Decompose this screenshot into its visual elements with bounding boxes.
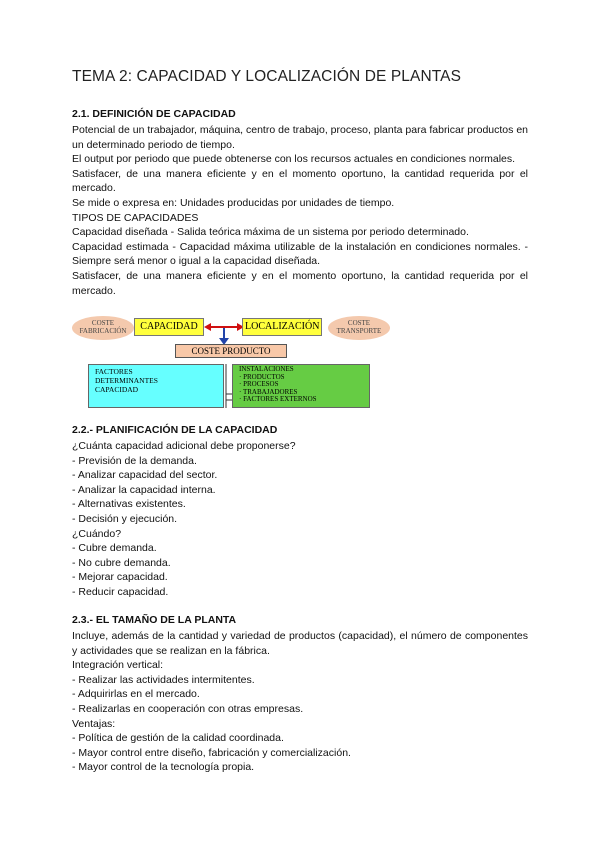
section-heading: 2.2.- PLANIFICACIÓN DE LA CAPACIDAD — [72, 424, 278, 436]
factor-item: · PROCESOS — [239, 380, 279, 389]
factor-item: · PRODUCTOS — [239, 372, 285, 381]
paragraph: El output por periodo que puede obtenerse con los recursos actuales en condiciones normales. — [72, 153, 516, 166]
list-item: - Realizar las actividades intermitentes. — [72, 673, 255, 686]
list-item: - Previsión de la demanda. — [72, 454, 197, 467]
list-item: - Decisión y ejecución. — [72, 512, 178, 525]
coste-fabricacion-oval — [72, 316, 134, 340]
list-item: Integración vertical: — [72, 659, 164, 672]
paragraph: Capacidad estimada - Capacidad máxima utilizable de la instalación en condiciones normales. - Siempre será menor o igual a la capacidad diseñada. — [72, 240, 528, 268]
arrows — [204, 316, 244, 346]
capacidad-box: CAPACIDAD — [134, 318, 204, 336]
coste-transporte-oval — [328, 316, 390, 340]
list-item: ¿Cuándo? — [72, 527, 122, 540]
list-item: - Cubre demanda. — [72, 542, 157, 555]
oval-label: FABRICACIÓN — [79, 326, 127, 335]
section-heading: 2.3.- EL TAMAÑO DE LA PLANTA — [72, 614, 237, 626]
list-item: - Mayor control entre diseño, fabricación y comercialización. — [72, 746, 351, 759]
paragraph: Satisfacer, de una manera eficiente y en el momento oportuno, la cantidad requerida por el mercado. — [72, 167, 528, 195]
list-item: - Mejorar capacidad. — [72, 571, 168, 584]
list-item: - Mayor control de la tecnología propia. — [72, 761, 255, 774]
factores-line: FACTORES — [95, 367, 133, 376]
section-capacity-planning — [72, 424, 528, 600]
factores-box — [88, 364, 224, 408]
list-item: - Analizar capacidad del sector. — [72, 469, 218, 482]
list-item: - Alternativas existentes. — [72, 498, 186, 511]
arrow-head-left — [204, 323, 211, 331]
factores-line: DETERMINANTES — [95, 376, 158, 385]
factor-item: INSTALACIONES — [239, 365, 294, 373]
section-heading: 2.1. DEFINICIÓN DE CAPACIDAD — [72, 108, 236, 120]
list-item: - Reducir capacidad. — [72, 585, 169, 598]
section-capacity-definition — [72, 108, 528, 298]
list-item: Ventajas: — [72, 717, 116, 730]
list-item: - Política de gestión de la calidad coordinada. — [72, 732, 284, 745]
paragraph: TIPOS DE CAPACIDADES — [72, 211, 199, 224]
factores-list-box — [232, 364, 370, 408]
oval-label: COSTE — [347, 319, 371, 327]
factores-line: CAPACIDAD — [95, 385, 139, 394]
list-item: - Realizarlas en cooperación con otras empresas. — [72, 702, 304, 715]
paragraph: Potencial de un trabajador, máquina, centro de trabajo, proceso, planta para fabricar productos en un determinado periodo de tiempo. — [72, 124, 528, 151]
coste-producto-box: COSTE PRODUCTO — [175, 344, 287, 358]
paragraph: Satisfacer, de una manera eficiente y en el momento oportuno, la cantidad requerida por el mercado. — [72, 269, 528, 297]
factor-item: · FACTORES EXTERNOS — [239, 395, 317, 404]
list-item: - Adquirirlas en el mercado. — [72, 688, 200, 701]
list-item: - No cubre demanda. — [72, 556, 171, 569]
paragraph: Capacidad diseñada - Salida teórica máxima de un sistema por periodo determinado. — [72, 226, 469, 239]
list-item: ¿Cuánta capacidad adicional debe proponerse? — [72, 440, 296, 452]
oval-label: COSTE — [91, 319, 115, 327]
list-item: - Analizar la capacidad interna. — [72, 483, 216, 496]
capacity-diagram — [72, 314, 402, 410]
oval-label: TRANSPORTE — [336, 326, 382, 335]
paragraph: Se mide o expresa en: Unidades producidas por unidades de tiempo. — [72, 196, 395, 209]
section-plant-size — [72, 614, 528, 775]
paragraph: Incluye, además de la cantidad y variedad de productos (capacidad), el número de componentes y actividades que se realizan en la fábrica. — [72, 630, 528, 657]
factor-item: · TRABAJADORES — [239, 387, 298, 396]
page-title: TEMA 2: CAPACIDAD Y LOCALIZACIÓN DE PLANTAS — [72, 68, 462, 85]
localizacion-box: LOCALIZACIÓN — [242, 318, 322, 336]
